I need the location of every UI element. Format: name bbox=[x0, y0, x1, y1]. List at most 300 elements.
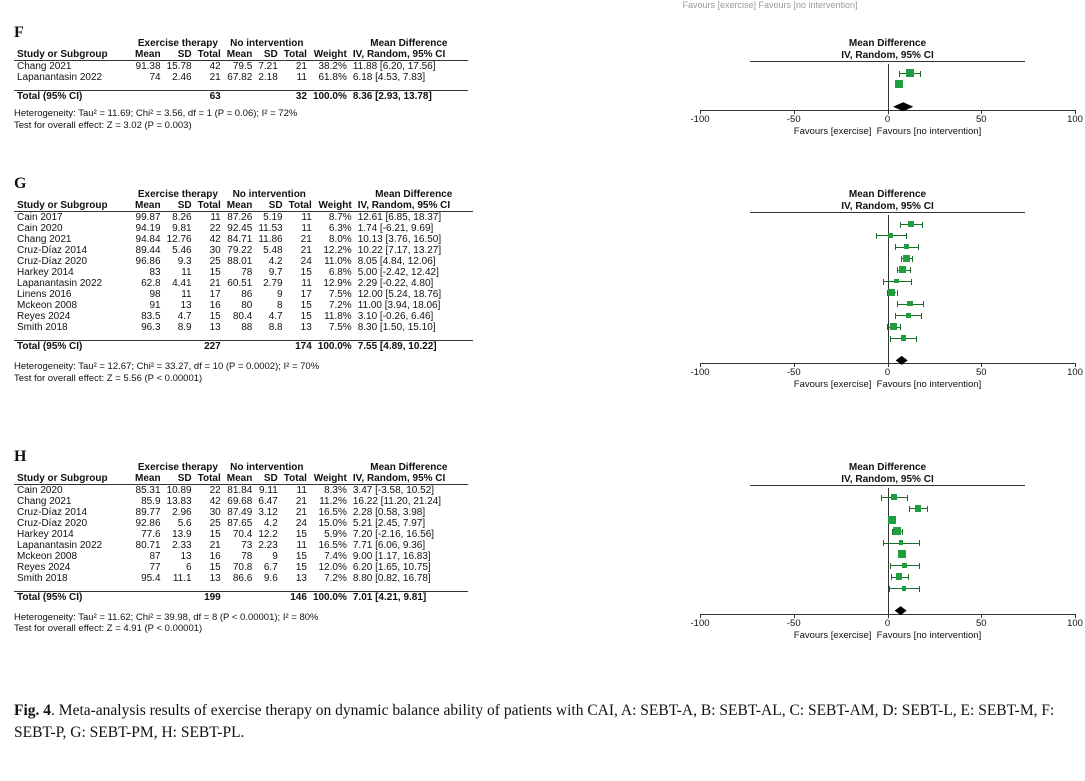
axis-tick-label: -100 bbox=[690, 113, 710, 125]
row-effect: 5.00 [-2.42, 12.42] bbox=[357, 267, 439, 278]
row-sd2: 9.11 bbox=[259, 485, 278, 496]
total-n2: 174 bbox=[286, 341, 315, 353]
row-sd2: 11.86 bbox=[258, 234, 283, 245]
row-weight: 7.4% bbox=[324, 551, 347, 562]
heterogeneity-text: Heterogeneity: Tau² = 11.62; Chi² = 39.98, df = 8 (P < 0.00001); I² = 80% bbox=[14, 611, 319, 623]
row-mean1: 94.84 bbox=[135, 234, 161, 245]
col-mean2: Mean bbox=[224, 49, 256, 61]
effect-marker bbox=[904, 244, 909, 249]
row-effect: 3.10 [-0.26, 6.46] bbox=[357, 311, 434, 322]
row-mean1: 92.86 bbox=[135, 518, 161, 529]
row-mean2: 78 bbox=[241, 267, 253, 278]
panel-letter-G: G bbox=[14, 175, 27, 192]
row-weight: 8.7% bbox=[328, 212, 352, 223]
figure-caption bbox=[14, 700, 1069, 744]
row-total2: 15 bbox=[300, 267, 312, 278]
row-weight: 61.8% bbox=[318, 72, 347, 83]
plot-subtitle-G: IV, Random, 95% CI bbox=[750, 201, 1025, 213]
plot-subtitle-F: IV, Random, 95% CI bbox=[750, 50, 1025, 62]
row-sd2: 5.48 bbox=[263, 245, 283, 256]
row-mean2: 92.45 bbox=[227, 223, 253, 234]
total-weight: 100.0% bbox=[310, 91, 350, 103]
row-sd2: 11.53 bbox=[258, 223, 283, 234]
ci-whisker bbox=[876, 233, 877, 239]
ci-whisker bbox=[922, 222, 923, 228]
row-total1: 13 bbox=[209, 573, 221, 584]
effect-marker bbox=[906, 313, 911, 318]
row-sd2: 9 bbox=[272, 551, 278, 562]
row-total2: 11 bbox=[296, 72, 307, 83]
row-total2: 24 bbox=[300, 256, 312, 267]
axis-tick-label: -50 bbox=[786, 367, 801, 379]
row-mean1: 83 bbox=[149, 267, 161, 278]
row-sd1: 11.1 bbox=[172, 573, 192, 584]
effect-marker bbox=[888, 289, 895, 296]
row-sd1: 6 bbox=[186, 562, 192, 573]
effect-marker bbox=[898, 550, 906, 558]
row-sd1: 2.96 bbox=[172, 507, 192, 518]
row-total2: 24 bbox=[295, 518, 307, 529]
row-total1: 25 bbox=[209, 518, 221, 529]
ci-whisker bbox=[895, 244, 896, 250]
row-mean2: 86 bbox=[241, 289, 253, 300]
row-sd1: 13.83 bbox=[166, 496, 192, 507]
row-total1: 15 bbox=[209, 267, 221, 278]
effect-marker bbox=[899, 266, 905, 272]
ci-whisker bbox=[883, 279, 884, 285]
table-row bbox=[14, 518, 468, 529]
row-sd2: 3.12 bbox=[258, 507, 278, 518]
row-sd1: 11 bbox=[181, 289, 192, 300]
row-sd1: 5.46 bbox=[172, 245, 192, 256]
forest-table-G bbox=[14, 189, 473, 352]
axis-tick-label: -50 bbox=[786, 617, 801, 629]
effect-marker bbox=[888, 516, 896, 524]
column-header-row bbox=[14, 49, 468, 61]
row-weight: 7.5% bbox=[328, 289, 352, 300]
row-sd1: 11 bbox=[181, 267, 192, 278]
table-row bbox=[14, 529, 468, 540]
table-row bbox=[14, 256, 473, 267]
row-effect: 16.22 [11.20, 21.24] bbox=[352, 496, 442, 507]
group-header-md: Mean Difference bbox=[375, 189, 453, 200]
row-mean2: 86.6 bbox=[232, 573, 253, 584]
table-row bbox=[14, 223, 473, 234]
axis-tick-label: 100 bbox=[1067, 617, 1083, 629]
row-weight: 5.9% bbox=[324, 529, 347, 540]
row-total1: 21 bbox=[209, 278, 221, 289]
row-sd1: 12.76 bbox=[166, 234, 192, 245]
row-sd1: 4.7 bbox=[177, 311, 192, 322]
effect-marker bbox=[888, 233, 893, 238]
row-weight: 38.2% bbox=[318, 61, 347, 72]
total-weight: 100.0% bbox=[310, 592, 350, 604]
row-sd2: 5.19 bbox=[263, 212, 283, 223]
row-total1: 16 bbox=[209, 300, 221, 311]
row-weight: 8.0% bbox=[328, 234, 352, 245]
total-n1: 199 bbox=[195, 592, 224, 604]
spacer-row bbox=[14, 584, 468, 592]
axis-tick-label: 100 bbox=[1067, 367, 1083, 379]
row-total2: 13 bbox=[300, 322, 312, 333]
row-mean1: 94.19 bbox=[135, 223, 161, 234]
col-mean1: Mean bbox=[132, 473, 164, 485]
plot-title-G: Mean Difference bbox=[848, 189, 927, 200]
row-total1: 22 bbox=[209, 223, 221, 234]
row-total2: 13 bbox=[295, 573, 307, 584]
row-mean1: 98 bbox=[149, 289, 161, 300]
row-sd1: 5.6 bbox=[177, 518, 192, 529]
row-sd1: 2.46 bbox=[172, 72, 192, 83]
row-total2: 15 bbox=[295, 562, 307, 573]
effect-marker bbox=[906, 69, 914, 77]
row-weight: 11.8% bbox=[324, 311, 352, 322]
axis-tick-label: -100 bbox=[690, 367, 710, 379]
row-total1: 11 bbox=[210, 212, 221, 223]
row-weight: 16.5% bbox=[318, 507, 347, 518]
effect-marker bbox=[894, 279, 899, 284]
ci-whisker bbox=[897, 301, 898, 307]
row-study: Cruz-Díaz 2014 bbox=[17, 245, 88, 256]
row-weight: 12.9% bbox=[323, 278, 352, 289]
row-study: Chang 2021 bbox=[17, 496, 72, 507]
row-mean2: 60.51 bbox=[227, 278, 253, 289]
row-mean1: 91 bbox=[149, 300, 161, 311]
column-header-row bbox=[14, 473, 468, 485]
table-row bbox=[14, 245, 473, 256]
ci-whisker bbox=[902, 529, 903, 535]
row-mean2: 70.4 bbox=[232, 529, 253, 540]
table-row bbox=[14, 72, 468, 83]
effect-marker bbox=[901, 335, 906, 340]
row-effect: 7.20 [-2.16, 16.56] bbox=[352, 529, 435, 540]
row-weight: 8.3% bbox=[324, 485, 347, 496]
row-total1: 15 bbox=[209, 311, 221, 322]
ci-whisker bbox=[916, 336, 917, 342]
row-mean1: 85.9 bbox=[141, 496, 161, 507]
row-total2: 11 bbox=[296, 540, 307, 551]
ci-whisker bbox=[900, 324, 901, 330]
ci-whisker bbox=[895, 313, 896, 319]
col-total2: Total bbox=[281, 49, 310, 61]
table-row bbox=[14, 507, 468, 518]
col-effect: IV, Random, 95% CI bbox=[355, 200, 473, 212]
ci-whisker bbox=[883, 540, 884, 546]
favours-labels-G bbox=[700, 379, 1075, 390]
ci-whisker bbox=[909, 506, 910, 512]
total-row bbox=[14, 91, 468, 103]
row-study: Lapanantasin 2022 bbox=[17, 278, 103, 289]
ci-whisker bbox=[900, 222, 901, 228]
table-row bbox=[14, 496, 468, 507]
favours-labels-H bbox=[700, 630, 1075, 641]
col-mean1: Mean bbox=[132, 49, 164, 61]
row-weight: 16.5% bbox=[318, 540, 347, 551]
col-mean2: Mean bbox=[224, 473, 256, 485]
plot-title-H: Mean Difference bbox=[848, 462, 927, 473]
row-effect: 6.20 [1.65, 10.75] bbox=[352, 562, 431, 573]
axis-tick-label: 100 bbox=[1067, 113, 1083, 125]
row-total1: 22 bbox=[209, 485, 221, 496]
row-study: Reyes 2024 bbox=[17, 311, 71, 322]
row-study: Cruz-Díaz 2020 bbox=[17, 518, 88, 529]
row-sd1: 9.81 bbox=[172, 223, 192, 234]
col-sd2: SD bbox=[255, 49, 280, 61]
plot-subtitle-H: IV, Random, 95% CI bbox=[750, 474, 1025, 486]
row-sd2: 6.47 bbox=[258, 496, 278, 507]
row-sd1: 4.41 bbox=[172, 278, 192, 289]
row-weight: 11.2% bbox=[319, 496, 347, 507]
col-sd2: SD bbox=[255, 200, 285, 212]
col-sd1: SD bbox=[164, 49, 195, 61]
col-effect: IV, Random, 95% CI bbox=[350, 473, 468, 485]
row-total1: 42 bbox=[209, 61, 221, 72]
ci-whisker bbox=[923, 301, 924, 307]
table-row bbox=[14, 61, 468, 73]
ci-whisker bbox=[887, 324, 888, 330]
axis-tick-label: -100 bbox=[690, 617, 710, 629]
row-study: Cruz-Díaz 2020 bbox=[17, 256, 88, 267]
row-mean1: 62.8 bbox=[141, 278, 161, 289]
table-row bbox=[14, 311, 473, 322]
row-sd2: 4.2 bbox=[263, 518, 278, 529]
total-weight: 100.0% bbox=[315, 341, 355, 353]
effect-marker bbox=[907, 301, 912, 306]
ci-whisker bbox=[907, 495, 908, 501]
row-weight: 12.0% bbox=[318, 562, 347, 573]
col-total2: Total bbox=[286, 200, 315, 212]
ci-whisker bbox=[919, 563, 920, 569]
table-row bbox=[14, 562, 468, 573]
figure-caption-text: . Meta-analysis results of exercise therapy on dynamic balance ability of patients with CAI, A: SEBT-A, B: SEBT-AL, C: SEBT-AM, D: SEBT-L, E: SEBT-M, F: SEBT-P, G: SEBT-PM, H: SEBT-PL. bbox=[14, 702, 1055, 741]
group-header-row bbox=[14, 38, 468, 49]
row-study: Cruz-Díaz 2014 bbox=[17, 507, 88, 518]
col-sd1: SD bbox=[164, 200, 195, 212]
ci-whisker bbox=[919, 586, 920, 592]
row-effect: 8.05 [4.84, 12.06] bbox=[357, 256, 436, 267]
col-weight: Weight bbox=[315, 200, 355, 212]
axis-tick-label: 50 bbox=[975, 113, 987, 125]
col-sd1: SD bbox=[164, 473, 195, 485]
row-total1: 16 bbox=[209, 551, 221, 562]
row-study: Cain 2017 bbox=[17, 212, 63, 223]
ci-whisker bbox=[889, 586, 890, 592]
row-study: Chang 2021 bbox=[17, 61, 72, 72]
row-mean1: 85.31 bbox=[135, 485, 161, 496]
ci-whisker bbox=[927, 506, 928, 512]
forest-table-H bbox=[14, 462, 468, 603]
col-study: Study or Subgroup bbox=[14, 49, 132, 61]
plot-zero-line-F bbox=[888, 64, 889, 110]
row-sd2: 6.7 bbox=[263, 562, 278, 573]
row-sd2: 2.18 bbox=[258, 72, 278, 83]
row-sd1: 9.3 bbox=[177, 256, 192, 267]
table-row bbox=[14, 267, 473, 278]
axis-tick-label: 50 bbox=[975, 367, 987, 379]
row-weight: 12.2% bbox=[323, 245, 352, 256]
overall-effect-text: Test for overall effect: Z = 3.02 (P = 0.003) bbox=[14, 119, 192, 131]
row-total2: 21 bbox=[295, 507, 307, 518]
col-study: Study or Subgroup bbox=[14, 200, 132, 212]
row-sd2: 12.2 bbox=[258, 529, 278, 540]
row-total1: 42 bbox=[209, 234, 221, 245]
row-total2: 15 bbox=[300, 300, 312, 311]
row-effect: 6.18 [4.53, 7.83] bbox=[352, 72, 426, 83]
row-total2: 21 bbox=[295, 496, 307, 507]
heterogeneity-text: Heterogeneity: Tau² = 11.69; Chi² = 3.56, df = 1 (P = 0.06); I² = 72% bbox=[14, 107, 298, 119]
table-row bbox=[14, 485, 468, 497]
row-sd1: 2.33 bbox=[172, 540, 192, 551]
row-mean2: 70.8 bbox=[232, 562, 253, 573]
row-study: Harkey 2014 bbox=[17, 529, 74, 540]
total-label: Total (95% CI) bbox=[14, 341, 132, 353]
plot-title-F: Mean Difference bbox=[848, 38, 927, 49]
row-sd2: 9 bbox=[277, 289, 283, 300]
row-mean1: 96.86 bbox=[135, 256, 161, 267]
row-study: Cain 2020 bbox=[17, 223, 63, 234]
row-total1: 13 bbox=[209, 322, 221, 333]
overall-effect-text: Test for overall effect: Z = 5.56 (P < 0.00001) bbox=[14, 373, 203, 385]
row-sd1: 13.9 bbox=[172, 529, 192, 540]
row-sd1: 15.78 bbox=[166, 61, 192, 72]
group-header-exercise: Exercise therapy bbox=[137, 462, 218, 473]
heterogeneity-block-F bbox=[14, 108, 297, 132]
ci-whisker bbox=[911, 279, 912, 285]
row-mean2: 87.26 bbox=[227, 212, 253, 223]
effect-marker bbox=[899, 540, 904, 545]
row-total1: 15 bbox=[209, 529, 221, 540]
row-mean1: 80.71 bbox=[135, 540, 161, 551]
group-header-row bbox=[14, 462, 468, 473]
effect-marker bbox=[908, 221, 914, 227]
row-total1: 21 bbox=[209, 540, 221, 551]
row-mean2: 80 bbox=[241, 300, 253, 311]
row-effect: 10.13 [3.76, 16.50] bbox=[357, 234, 442, 245]
row-mean2: 84.71 bbox=[227, 234, 253, 245]
col-effect: IV, Random, 95% CI bbox=[350, 49, 468, 61]
ci-whisker bbox=[897, 290, 898, 296]
row-effect: 8.30 [1.50, 15.10] bbox=[357, 322, 436, 333]
row-sd1: 10.89 bbox=[166, 485, 192, 496]
favours-right-label: Favours [no intervention] bbox=[876, 125, 982, 137]
effect-marker bbox=[903, 255, 910, 262]
row-weight: 7.2% bbox=[324, 573, 347, 584]
row-total2: 21 bbox=[300, 245, 312, 256]
row-total1: 17 bbox=[209, 289, 221, 300]
row-total1: 42 bbox=[209, 496, 221, 507]
row-sd2: 8.8 bbox=[268, 322, 283, 333]
group-header-row bbox=[14, 189, 473, 200]
row-sd1: 13 bbox=[180, 300, 192, 311]
row-mean1: 83.5 bbox=[141, 311, 161, 322]
table-row bbox=[14, 573, 468, 584]
axis-tick-label: -50 bbox=[786, 113, 801, 125]
col-mean2: Mean bbox=[224, 200, 256, 212]
row-mean1: 77.6 bbox=[141, 529, 161, 540]
row-mean2: 78 bbox=[241, 551, 253, 562]
row-total2: 11 bbox=[301, 212, 312, 223]
row-study: Harkey 2014 bbox=[17, 267, 74, 278]
row-mean2: 87.49 bbox=[227, 507, 253, 518]
row-study: Chang 2021 bbox=[17, 234, 72, 245]
row-effect: 12.00 [5.24, 18.76] bbox=[357, 289, 442, 300]
effect-marker bbox=[891, 494, 896, 499]
ci-whisker bbox=[912, 256, 913, 262]
row-total2: 21 bbox=[295, 61, 307, 72]
favours-labels-F bbox=[700, 126, 1075, 137]
effect-marker bbox=[890, 323, 897, 330]
ci-whisker bbox=[919, 540, 920, 546]
axis-tick-label: 0 bbox=[884, 367, 891, 379]
total-row bbox=[14, 592, 468, 604]
effect-marker bbox=[902, 586, 907, 591]
row-mean2: 79.5 bbox=[232, 61, 253, 72]
row-study: Lapanantasin 2022 bbox=[17, 540, 103, 551]
row-weight: 7.2% bbox=[328, 300, 352, 311]
row-mean1: 95.4 bbox=[141, 573, 161, 584]
total-effect: 7.55 [4.89, 10.22] bbox=[355, 341, 473, 353]
panel-letter-H: H bbox=[14, 448, 27, 465]
ci-whisker bbox=[899, 71, 900, 77]
row-sd2: 9.6 bbox=[263, 573, 278, 584]
row-mean1: 91.38 bbox=[135, 61, 161, 72]
table-row bbox=[14, 540, 468, 551]
row-sd2: 2.79 bbox=[263, 278, 283, 289]
heterogeneity-block-H bbox=[14, 612, 318, 636]
overall-effect-text: Test for overall effect: Z = 4.91 (P < 0.00001) bbox=[14, 623, 203, 635]
row-study: Reyes 2024 bbox=[17, 562, 71, 573]
row-mean2: 88.01 bbox=[227, 256, 253, 267]
total-n2: 32 bbox=[281, 91, 310, 103]
total-effect: 7.01 [4.21, 9.81] bbox=[350, 592, 468, 604]
ci-whisker bbox=[920, 71, 921, 77]
col-total2: Total bbox=[281, 473, 310, 485]
row-effect: 8.80 [0.82, 16.78] bbox=[352, 573, 431, 584]
row-study: Linens 2016 bbox=[17, 289, 72, 300]
spacer-row bbox=[14, 83, 468, 91]
effect-marker bbox=[895, 80, 903, 88]
forest-table-F bbox=[14, 38, 468, 102]
total-label: Total (95% CI) bbox=[14, 91, 132, 103]
total-n2: 146 bbox=[281, 592, 310, 604]
row-mean1: 96.3 bbox=[141, 322, 161, 333]
group-header-control: No intervention bbox=[230, 38, 304, 49]
favours-right-label: Favours [no intervention] bbox=[876, 629, 982, 641]
row-mean2: 79.22 bbox=[227, 245, 253, 256]
spacer-row bbox=[14, 333, 473, 341]
row-total1: 21 bbox=[209, 72, 221, 83]
row-study: Mckeon 2008 bbox=[17, 551, 78, 562]
group-header-md: Mean Difference bbox=[370, 462, 448, 473]
table-row bbox=[14, 322, 473, 333]
row-mean1: 74 bbox=[149, 72, 161, 83]
row-study: Cain 2020 bbox=[17, 485, 63, 496]
ci-whisker bbox=[890, 563, 891, 569]
row-weight: 6.3% bbox=[328, 223, 352, 234]
row-effect: 7.71 [6.06, 9.36] bbox=[352, 540, 426, 551]
row-weight: 7.5% bbox=[328, 322, 352, 333]
ci-whisker bbox=[906, 233, 907, 239]
col-total1: Total bbox=[195, 49, 224, 61]
row-total1: 25 bbox=[209, 256, 221, 267]
row-effect: 2.29 [-0.22, 4.80] bbox=[357, 278, 434, 289]
row-study: Smith 2018 bbox=[17, 322, 68, 333]
row-total1: 30 bbox=[209, 507, 221, 518]
row-effect: 3.47 [-3.58, 10.52] bbox=[352, 485, 435, 496]
axis-tick-label: 50 bbox=[975, 617, 987, 629]
row-sd1: 8.9 bbox=[177, 322, 192, 333]
row-effect: 2.28 [0.58, 3.98] bbox=[352, 507, 426, 518]
